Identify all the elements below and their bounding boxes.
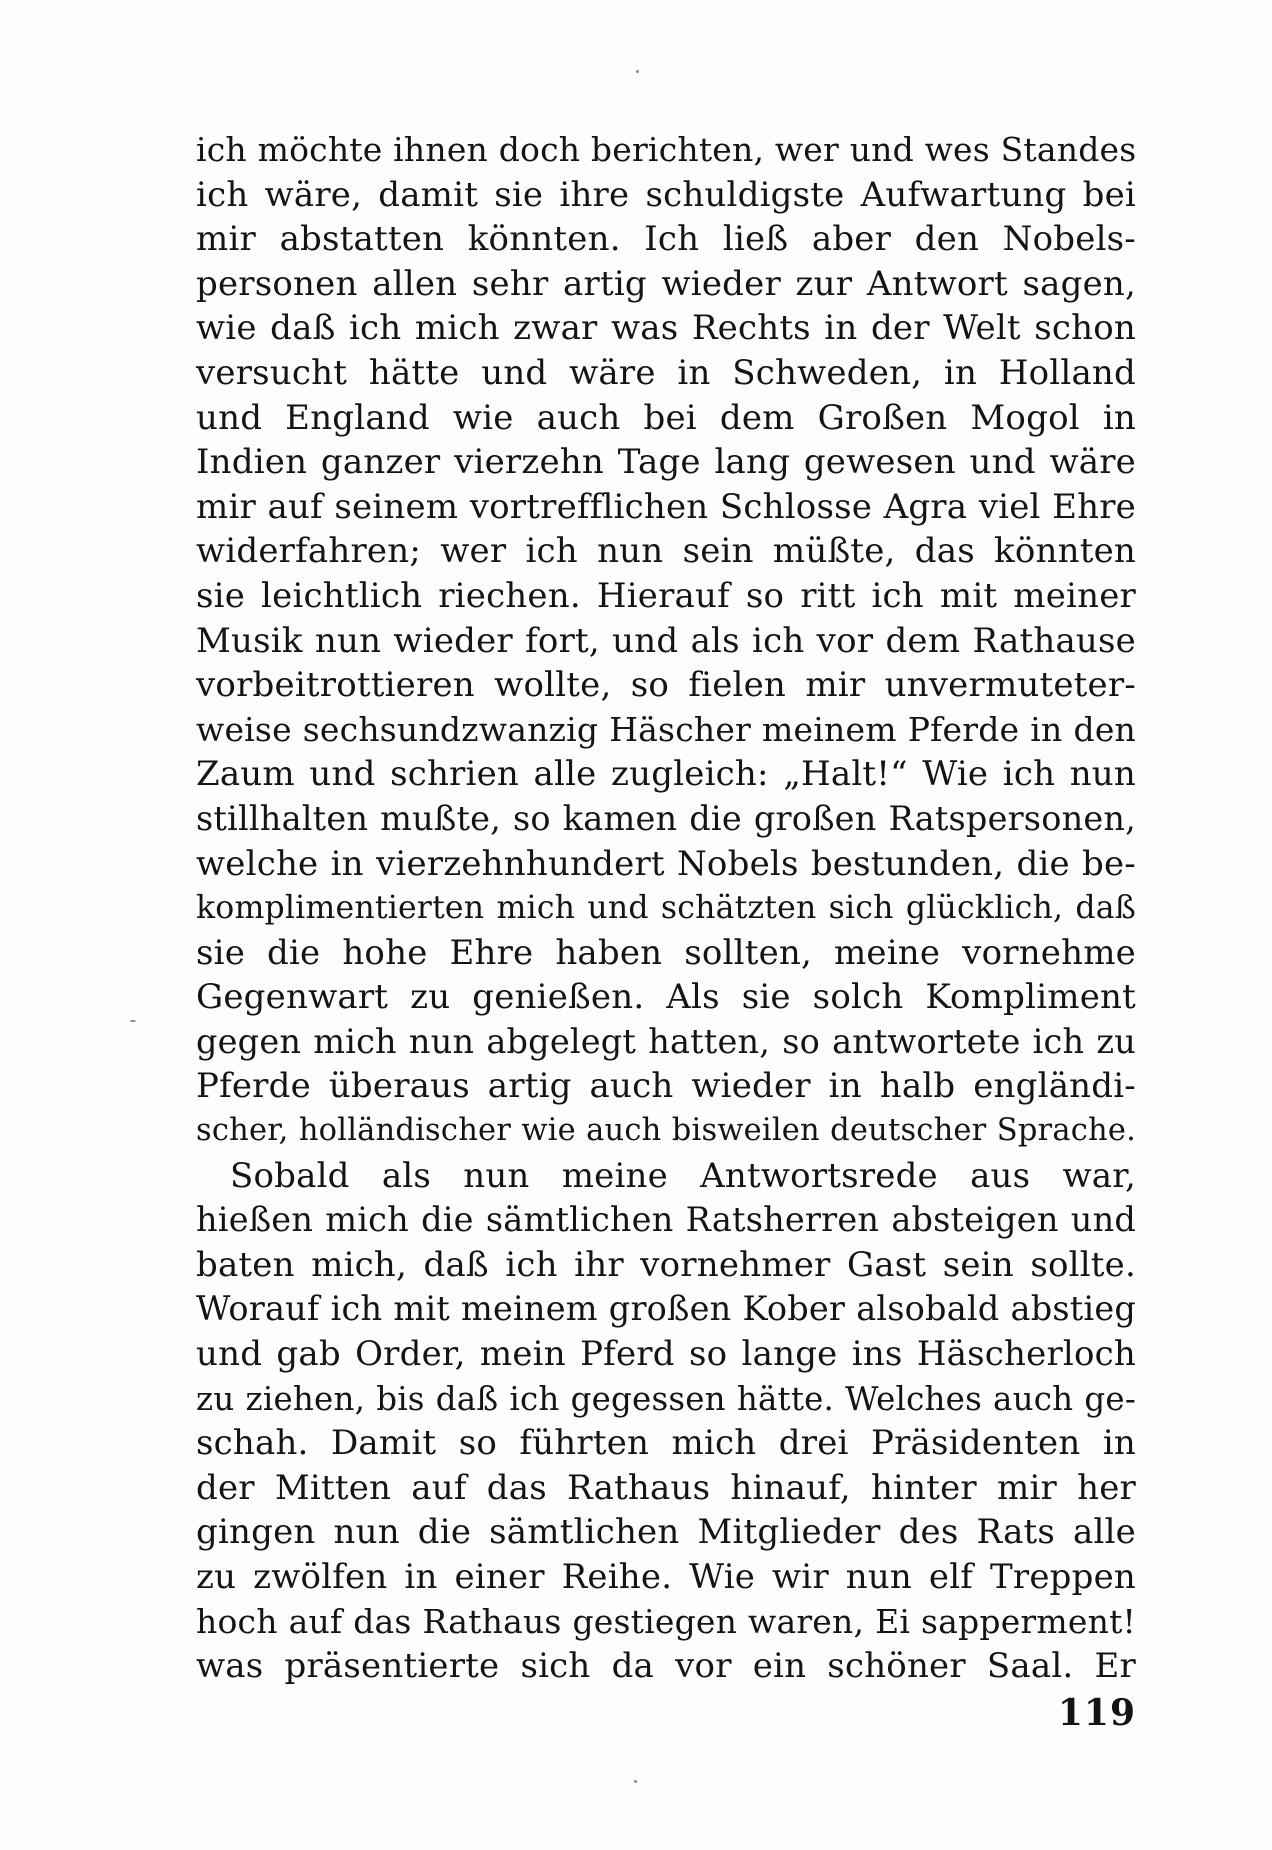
text-line: und gab Order, mein Pferd so lange ins Häscherloch xyxy=(196,1334,1136,1375)
text-line: schah. Damit so führten mich drei Präsidenten in xyxy=(196,1423,1136,1464)
text-line: zu ziehen, bis daß ich gegessen hätte. Welches auch ge- xyxy=(196,1379,1136,1418)
text-line: Zaum und schrien alle zugleich: „Halt!“ Wie ich nun xyxy=(196,754,1136,795)
text-line: baten mich, daß ich ihr vornehmer Gast sein sollte. xyxy=(196,1244,1136,1285)
text-line: Pferde überaus artig auch wieder in halb engländi- xyxy=(196,1066,1136,1107)
text-line: komplimentierten mich und schätzten sich glücklich, daß xyxy=(196,890,1136,927)
text-line: Musik nun wieder fort, und als ich vor dem Rathause xyxy=(196,620,1136,661)
text-line: scher, holländischer wie auch bisweilen deutscher Sprache. xyxy=(196,1113,1136,1149)
text-line: ich möchte ihnen doch berichten, wer und wes Standes xyxy=(196,130,1137,169)
text-line: vorbeitrottieren wollte, so fielen mir unvermuteter- xyxy=(196,665,1136,706)
text-line: der Mitten auf das Rathaus hinauf, hinter mir her xyxy=(196,1467,1136,1508)
text-line: zu zwölfen in einer Reihe. Wie wir nun elf Treppen xyxy=(196,1557,1136,1597)
text-line: was präsentierte sich da vor ein schöner Saal. Er xyxy=(196,1646,1136,1687)
text-line: stillhalten mußte, so kamen die großen Ratspersonen, xyxy=(196,798,1136,838)
text-line: welche in vierzehnhundert Nobels bestunden, die be- xyxy=(196,843,1136,884)
text-line: mir auf seinem vortrefflichen Schlosse Agra viel Ehre xyxy=(196,486,1136,527)
paragraph-first-line: Sobald als nun meine Antwortsrede aus war, xyxy=(230,1155,1136,1196)
text-line: Indien ganzer vierzehn Tage lang gewesen und wäre xyxy=(196,442,1136,483)
text-line: mir abstatten könnten. Ich ließ aber den Nobels- xyxy=(196,219,1136,260)
text-line: versucht hätte und wäre in Schweden, in Holland xyxy=(196,352,1136,393)
text-line: hießen mich die sämtlichen Ratsherren absteigen und xyxy=(196,1200,1136,1240)
body-text xyxy=(196,128,1136,1689)
text-line: gegen mich nun abgelegt hatten, so antwortete ich zu xyxy=(196,1021,1136,1061)
text-line: personen allen sehr artig wieder zur Antwort sagen, xyxy=(196,263,1136,304)
text-line: gingen nun die sämtlichen Mitglieder des Rats alle xyxy=(196,1512,1136,1553)
text-line: Gegenwart zu genießen. Als sie solch Kompliment xyxy=(196,977,1136,1018)
print-speck xyxy=(636,70,639,73)
text-line: sie leichtlich riechen. Hierauf so ritt ich mit meiner xyxy=(196,575,1136,616)
text-line: widerfahren; wer ich nun sein müßte, das könnten xyxy=(196,531,1136,572)
text-line: wie daß ich mich zwar was Rechts in der Welt schon xyxy=(196,308,1136,349)
text-line: sie die hohe Ehre haben sollten, meine vornehme xyxy=(196,932,1136,973)
text-line: hoch auf das Rathaus gestiegen waren, Ei sapperment! xyxy=(196,1601,1136,1641)
text-line: weise sechsundzwanzig Häscher meinem Pferde in den xyxy=(196,709,1136,749)
text-line: und England wie auch bei dem Großen Mogol in xyxy=(196,397,1136,438)
text-line: Worauf ich mit meinem großen Kober alsobald abstieg xyxy=(196,1289,1136,1329)
print-speck xyxy=(130,1020,136,1022)
text-line: ich wäre, damit sie ihre schuldigste Aufwartung bei xyxy=(196,174,1136,215)
page-number: 119 xyxy=(1057,1692,1136,1734)
print-speck xyxy=(634,1780,637,1783)
